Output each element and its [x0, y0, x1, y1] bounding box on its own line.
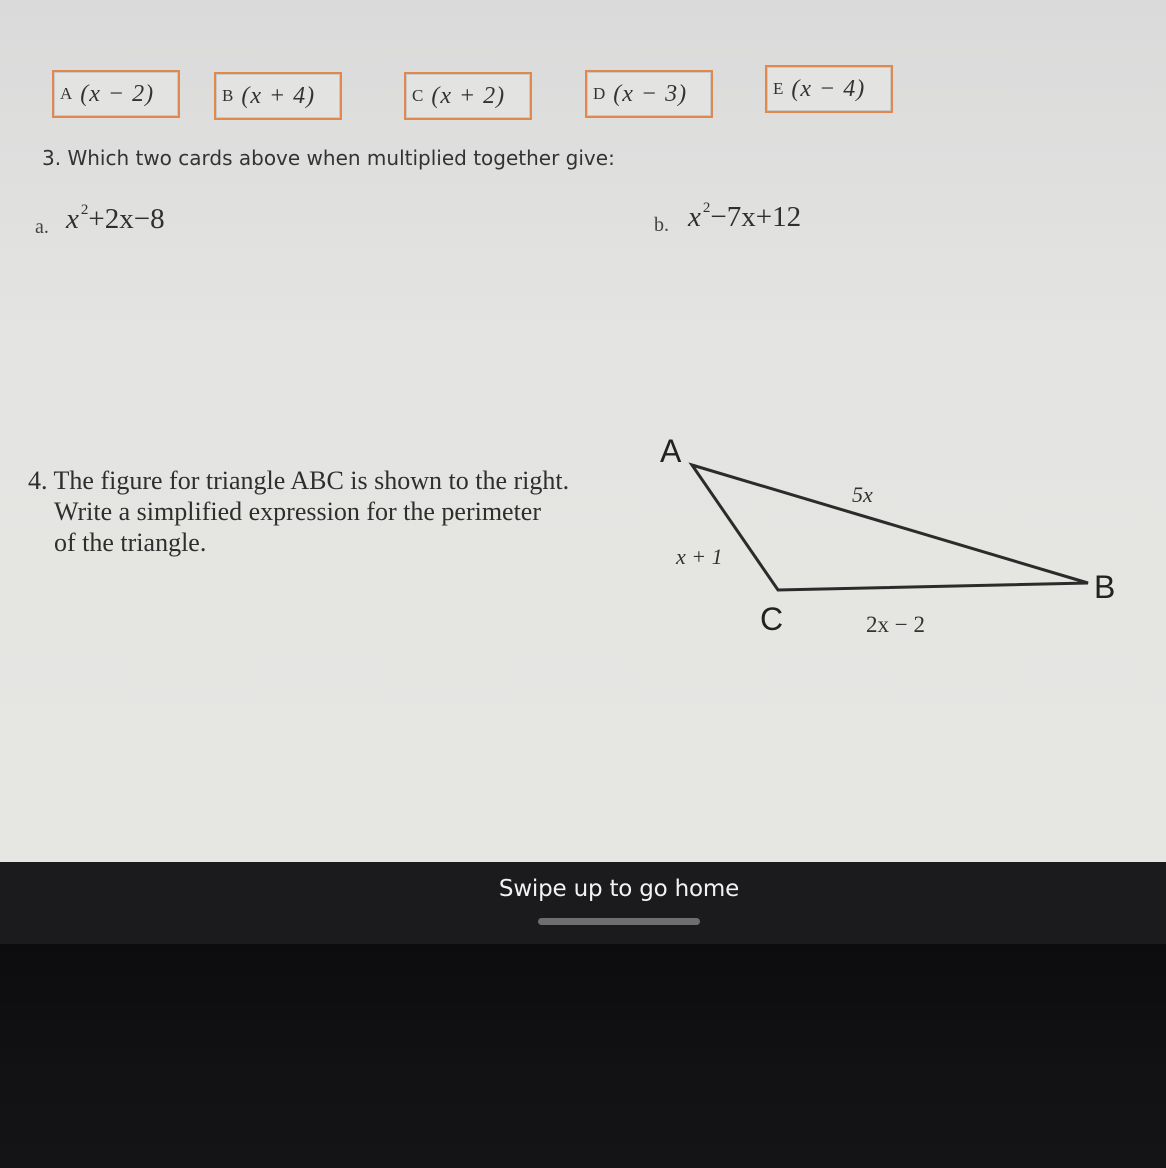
home-indicator-handle[interactable] — [538, 918, 700, 925]
card-expression: (x + 2) — [431, 82, 506, 109]
question-4-line-3: of the triangle. — [54, 528, 207, 557]
card-letter: D — [593, 84, 606, 103]
expression-b-exponent: 2 — [702, 200, 711, 216]
card-letter: E — [773, 79, 784, 98]
side-ab-label: 5x — [852, 482, 873, 507]
side-ac-label: x + 1 — [676, 544, 723, 569]
card-expression: (x − 4) — [791, 75, 866, 102]
expression-b-rest: −7x+12 — [710, 201, 802, 233]
expression-a-rest: +2x−8 — [88, 203, 165, 235]
question-4-line-2: Write a simplified expression for the perimeter — [54, 497, 542, 526]
swipe-up-hint: Swipe up to go home — [498, 876, 740, 902]
vertex-b-label: B — [1094, 569, 1116, 605]
item-a-label: a. — [35, 216, 49, 238]
system-navigation-bar — [0, 862, 1166, 944]
expression-b-base: x — [688, 201, 701, 233]
dark-bezel-area — [0, 944, 1166, 1168]
card-letter: B — [222, 86, 234, 105]
card-expression: (x + 4) — [241, 82, 316, 109]
card-letter: A — [60, 84, 73, 103]
card-expression: (x − 2) — [80, 80, 155, 107]
vertex-a-label: A — [660, 433, 682, 469]
card-expression: (x − 3) — [613, 80, 688, 107]
expression-a-exponent: 2 — [80, 202, 89, 218]
expression-a-base: x — [66, 203, 79, 235]
triangle-abc-outline — [692, 465, 1088, 590]
vertex-c-label: C — [760, 601, 784, 637]
card-letter: C — [412, 86, 424, 105]
item-b-label: b. — [654, 214, 669, 236]
question-3-prompt: 3. Which two cards above when multiplied together give: — [42, 146, 615, 170]
side-cb-label: 2x − 2 — [866, 612, 925, 637]
question-4-line-1: 4. The figure for triangle ABC is shown to the right. — [28, 466, 570, 495]
